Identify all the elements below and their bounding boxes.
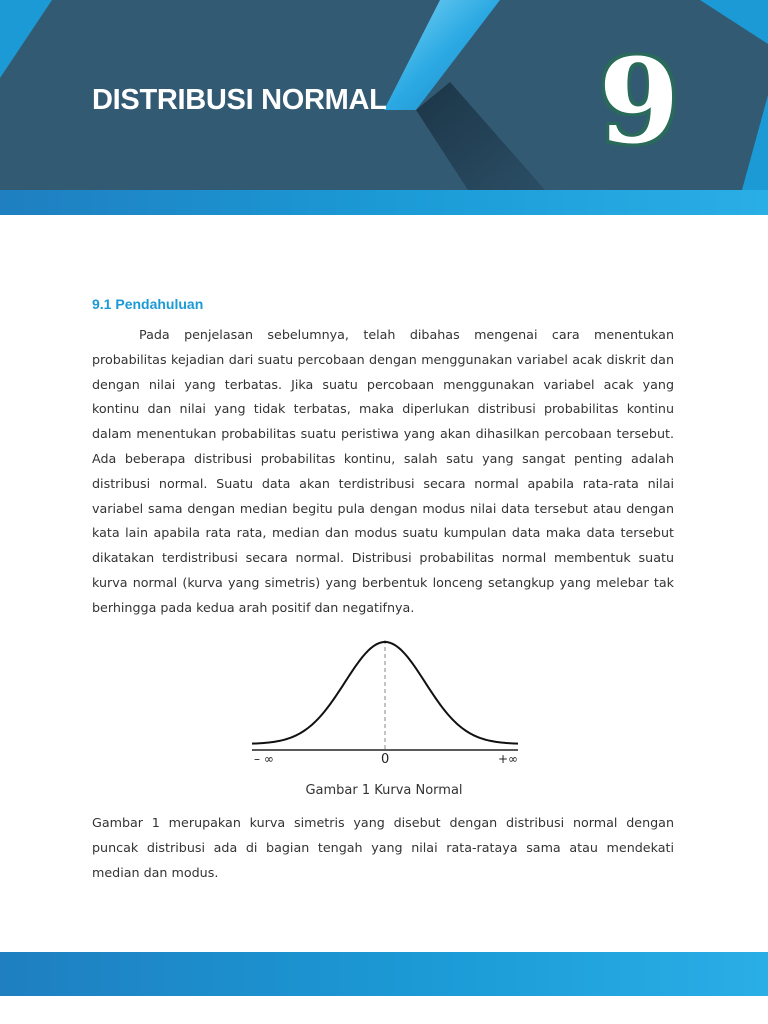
chapter-title: DISTRIBUSI NORMAL bbox=[92, 84, 387, 116]
chapter-number: 9 bbox=[598, 34, 680, 170]
label-positive-infinity: +∞ bbox=[498, 752, 519, 766]
label-zero: 0 bbox=[381, 752, 390, 767]
header-accent-bar bbox=[0, 190, 768, 215]
section-heading: 9.1 Pendahuluan bbox=[92, 296, 204, 312]
normal-curve-figure bbox=[248, 636, 524, 772]
chapter-header-banner bbox=[0, 0, 768, 215]
normal-curve-graphic bbox=[248, 636, 524, 756]
figure-caption: Gambar 1 Kurva Normal bbox=[305, 783, 463, 798]
footer-bar bbox=[0, 952, 768, 996]
label-negative-infinity: – ∞ bbox=[254, 752, 274, 766]
intro-paragraph: Pada penjelasan sebelumnya, telah dibahas mengenai cara menentukan probabilitas kejadian dari suatu percobaan dengan menggunakan variabel acak diskrit dan dengan nilai yang terbatas. Jika suatu percobaan menggunakan variabel acak yang kontinu dan nilai yang tidak terbatas, maka diperlukan distribusi probabilitas kontinu dalam menentukan probabilitas suatu peristiwa yang akan dihasilkan percobaan tersebut. Ada beberapa distribusi probabilitas kontinu, salah satu yang sangat penting adalah distribusi normal. Suatu data akan terdistribusi secara normal apabila rata-rata nilai variabel sama dengan median begitu pula dengan modus nilai data tersebut atau dengan kata lain apabila rata rata, median dan modus suatu kumpulan data maka data tersebut dikatakan terdistribusi secara normal. Distribusi probabilitas normal membentuk suatu kurva normal (kurva yang simetris) yang berbentuk lonceng setangkup yang melebar tak berhingga pada kedua arah positif dan negatifnya. bbox=[92, 327, 674, 615]
figure-description-paragraph: Gambar 1 merupakan kurva simetris yang disebut dengan distribusi normal dengan puncak distribusi ada di bagian tengah yang nilai rata-rataya sama atau mendekati median dan modus. bbox=[92, 815, 674, 880]
footer-bar-graphic bbox=[0, 952, 768, 996]
